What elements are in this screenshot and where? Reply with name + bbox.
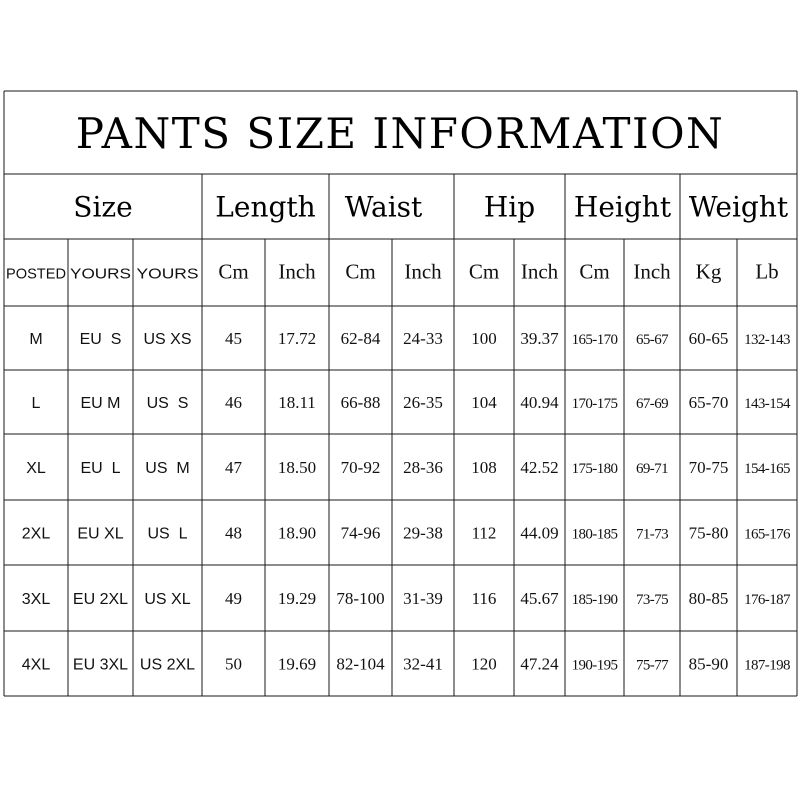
- table-cell: EU M: [80, 395, 121, 412]
- table-cell: 46: [225, 393, 242, 412]
- subheader-cell: Lb: [755, 259, 779, 284]
- table-cell: 116: [471, 589, 497, 608]
- table-cell: 112: [471, 523, 497, 543]
- subheader-cell: Cm: [345, 259, 376, 284]
- table-cell: EU 3XL: [72, 656, 129, 674]
- table-cell: 42.52: [520, 458, 559, 477]
- table-cell: 44.09: [520, 523, 559, 543]
- table-cell: 29-38: [403, 523, 443, 543]
- table-cell: 19.29: [277, 589, 317, 608]
- table-cell: 154-165: [744, 461, 790, 477]
- table-cell: US XL: [144, 591, 191, 608]
- table-cell: 49: [225, 589, 242, 608]
- table-cell: 120: [471, 654, 497, 674]
- group-header-hip: Hip: [483, 190, 536, 224]
- table-cell: 47: [225, 458, 242, 477]
- table-cell: 65-67: [636, 332, 668, 348]
- table-cell: 165-176: [744, 526, 790, 543]
- table-cell: 187-198: [744, 657, 790, 674]
- table-cell: 18.11: [278, 393, 316, 412]
- table-cell: 24-33: [403, 329, 443, 348]
- table-cell: 108: [471, 458, 497, 477]
- table-cell: 190-195: [571, 657, 618, 674]
- table-cell: 180-185: [571, 526, 618, 543]
- group-header-row: [73, 191, 789, 224]
- table-row: [26, 458, 790, 477]
- table-cell: 17.72: [277, 329, 317, 348]
- table-row: [29, 329, 790, 348]
- table-cell: 185-190: [571, 592, 618, 608]
- subheader-cell: Cm: [579, 259, 610, 284]
- table-cell: 31-39: [403, 589, 443, 608]
- table-cell: 75-77: [636, 657, 668, 674]
- subheader-cell: Inch: [520, 259, 559, 284]
- group-header-weight: Weight: [688, 190, 789, 224]
- table-title: PANTS SIZE INFORMATION: [75, 109, 725, 158]
- table-cell: US M: [145, 460, 190, 477]
- table-cell: EU XL: [77, 525, 124, 543]
- table-cell: L: [31, 395, 41, 412]
- table-cell: 80-85: [688, 589, 729, 608]
- table-cell: 45: [225, 329, 242, 348]
- table-cell: 70-92: [340, 458, 381, 477]
- table-cell: 75-80: [688, 523, 729, 543]
- table-cell: 66-88: [340, 393, 381, 412]
- table-cell: 74-96: [340, 523, 381, 543]
- table-cell: 39.37: [520, 329, 559, 348]
- table-body: [22, 329, 791, 674]
- table-cell: US 2XL: [139, 656, 196, 674]
- table-cell: 85-90: [688, 654, 729, 674]
- table-cell: 32-41: [403, 654, 443, 674]
- table-cell: 2XL: [21, 525, 51, 543]
- table-cell: 45.67: [520, 589, 559, 608]
- subheader-cell: YOURS: [70, 265, 131, 283]
- table-cell: US XS: [143, 331, 192, 348]
- table-cell: 176-187: [744, 592, 790, 608]
- group-header-length: Length: [215, 190, 316, 224]
- table-cell: 40.94: [520, 393, 559, 412]
- table-cell: 65-70: [688, 393, 729, 412]
- table-cell: EU S: [79, 331, 122, 348]
- table-cell: 47.24: [520, 654, 559, 674]
- subheader-cell: Inch: [404, 259, 442, 284]
- table-cell: 104: [471, 393, 497, 412]
- subheader-cell: Kg: [695, 259, 722, 284]
- table-cell: 82-104: [336, 654, 385, 674]
- subheader-cell: YOURS: [136, 265, 199, 283]
- table-row: [22, 524, 791, 543]
- subheader-cell: Inch: [278, 259, 316, 284]
- subheader-cell: Inch: [633, 259, 671, 284]
- table-cell: 60-65: [688, 329, 729, 348]
- table-cell: XL: [26, 460, 46, 477]
- subheader-cell: Cm: [218, 259, 249, 284]
- subheader-cell: Cm: [468, 259, 500, 284]
- group-header-height: Height: [573, 190, 672, 224]
- table-cell: 143-154: [744, 396, 790, 412]
- table-cell: 19.69: [277, 654, 317, 674]
- table-cell: 70-75: [688, 458, 729, 477]
- table-cell: 170-175: [571, 396, 618, 412]
- table-cell: 73-75: [636, 592, 668, 608]
- table-cell: 50: [225, 654, 242, 674]
- table-cell: 67-69: [636, 396, 668, 412]
- table-cell: M: [29, 331, 43, 348]
- table-cell: 78-100: [336, 589, 385, 608]
- table-cell: 69-71: [636, 461, 668, 477]
- table-cell: 18.50: [277, 458, 317, 477]
- table-cell: 132-143: [744, 332, 790, 348]
- table-cell: 3XL: [21, 591, 51, 608]
- table-cell: 62-84: [340, 329, 381, 348]
- subheader-cell: POSTED: [6, 265, 67, 283]
- table-row: [22, 655, 790, 674]
- table-row: [22, 589, 791, 608]
- table-cell: 28-36: [403, 458, 443, 477]
- table-cell: 165-170: [571, 332, 618, 348]
- table-cell: 48: [225, 523, 242, 543]
- table-cell: 100: [471, 329, 497, 348]
- table-row: [32, 393, 791, 412]
- table-cell: EU 2XL: [72, 591, 129, 608]
- table-cell: 18.90: [277, 523, 317, 543]
- table-cell: 4XL: [21, 656, 51, 674]
- table-cell: US S: [146, 395, 189, 412]
- table-cell: US L: [147, 525, 188, 543]
- table-cell: 175-180: [571, 461, 618, 477]
- table-cell: EU L: [80, 460, 121, 477]
- group-header-size: Size: [73, 190, 133, 224]
- table-cell: 26-35: [403, 393, 443, 412]
- table-cell: 71-73: [636, 526, 668, 543]
- group-header-waist: Waist: [344, 190, 423, 224]
